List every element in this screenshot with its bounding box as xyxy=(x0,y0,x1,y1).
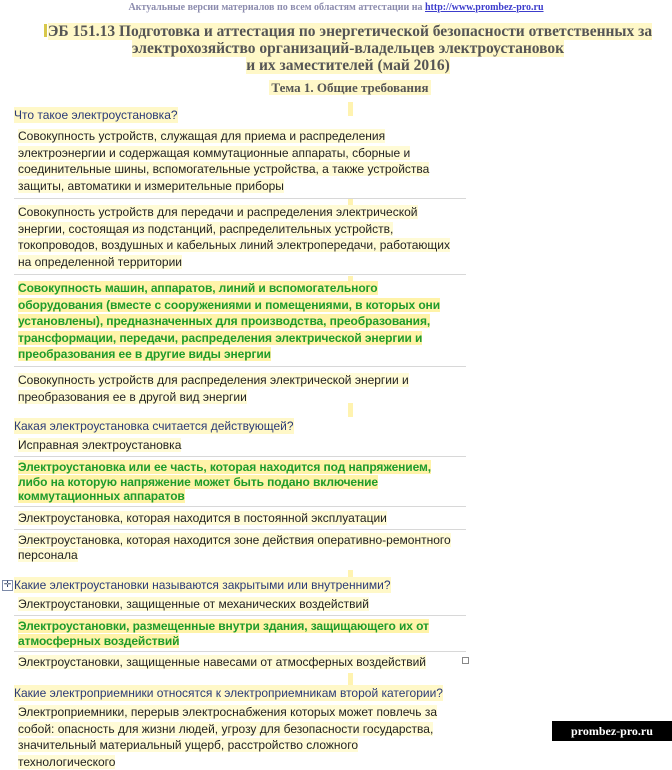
answer-3-2-correct[interactable]: Электроустановки, размещенные внутри здания, защищающего их от атмосферных воздействий xyxy=(18,619,429,648)
header-url-link[interactable]: http://www.prombez-pro.ru xyxy=(425,2,544,13)
divider xyxy=(14,651,466,652)
question-2: Какая электроустановка считается действующей? xyxy=(14,419,294,433)
answer-1-2[interactable]: Совокупность устройств для передачи и распределения электрической энергии, состоящая из подстанций, распределительных устройств, токопроводов, воздушных и кабельных линий электропередачи, работающих на определенной территории xyxy=(18,205,450,269)
title-line-3: и их заместителей (май 2016) xyxy=(246,57,450,74)
answer-1-3-correct[interactable]: Совокупность машин, аппаратов, линий и вспомогательного оборудования (вместе с сооружениями и помещениями, в которых они установлены), предназначенных для производства, преобразования, трансформации, передачи, распределения электрической энергии и преобразования ее в другие виды энергии xyxy=(18,281,440,362)
answer-3-1[interactable]: Электроустановки, защищенные от механических воздействий xyxy=(18,597,369,611)
header-prefix: Актуальные версии материалов по всем областям аттестации на xyxy=(128,2,425,13)
answer-2-1[interactable]: Исправная электроустановка xyxy=(18,438,182,452)
document-title xyxy=(26,23,670,74)
divider xyxy=(14,366,466,367)
question-3: Какие электроустановки называются закрытыми или внутренними? xyxy=(14,578,391,592)
answer-2-2-correct[interactable]: Электроустановка или ее часть, которая находится под напряжением, либо на которую напряжение может быть подано включение коммутационных аппаратов xyxy=(18,460,432,503)
answer-2-3[interactable]: Электроустановка, которая находится в постоянной эксплуатации xyxy=(18,511,387,525)
answer-4-1[interactable]: Электроприемники, перерыв электроснабжения которых может повлечь за собой: опасность для жизни людей, угрозу для безопасности государства, значительный материальный ущерб, расстройство сложного технологического xyxy=(18,705,438,769)
title-line-2: электрохозяйство организаций-владельцев электроустановок xyxy=(131,40,565,57)
divider xyxy=(14,529,466,530)
divider xyxy=(14,506,466,507)
answer-2-4[interactable]: Электроустановка, которая находится зоне действия оперативно-ремонтного персонала xyxy=(18,533,451,562)
title-line-1: ЭБ 151.13 Подготовка и аттестация по энергетической безопасности ответственных за xyxy=(26,23,670,40)
text-cursor-icon xyxy=(44,24,47,37)
section-heading: Тема 1. Общие требования xyxy=(271,80,429,95)
answer-3-3[interactable]: Электроустановки, защищенные навесами от атмосферных воздействий xyxy=(18,655,426,669)
table-resize-handle-icon[interactable] xyxy=(462,657,469,664)
divider xyxy=(14,615,466,616)
answer-1-4[interactable]: Совокупность устройств для распределения электрической энергии и преобразования ее в другой вид энергии xyxy=(18,373,409,404)
divider xyxy=(14,456,466,457)
divider xyxy=(14,198,466,199)
table-move-handle-icon[interactable]: ✛ xyxy=(3,580,12,590)
question-1: Что такое электроустановка? xyxy=(14,108,178,122)
question-4: Какие электроприемники относятся к электроприемникам второй категории? xyxy=(14,686,443,700)
answer-1-1[interactable]: Совокупность устройств, служащая для приема и распределения электроэнергии и содержащая коммутационные аппараты, сборные и соединительные шины, вспомогательные устройства, а также устройства защиты, автоматики и измерительные приборы xyxy=(18,129,430,193)
site-watermark: prombez-pro.ru xyxy=(552,721,672,741)
header-line xyxy=(0,2,672,13)
highlight-mark xyxy=(348,102,353,116)
divider xyxy=(14,274,466,275)
